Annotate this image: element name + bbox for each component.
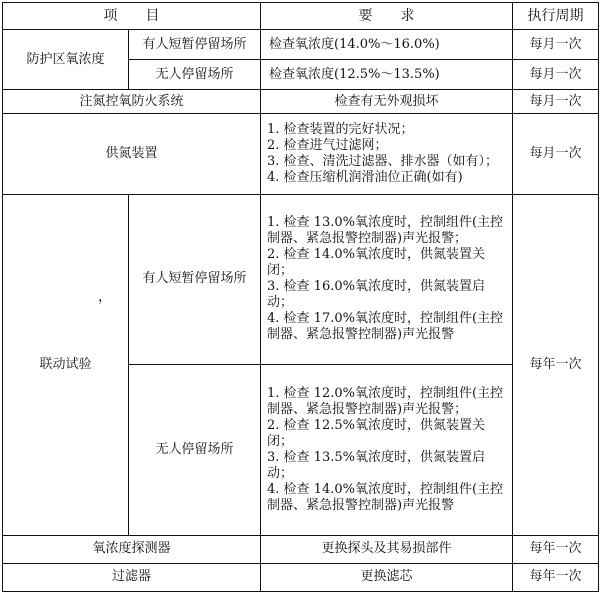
detector-cycle: 每年一次	[513, 535, 599, 563]
linkage-requirements-occupied	[261, 194, 513, 365]
header-row	[3, 3, 599, 30]
maintenance-table-wrapper	[2, 2, 598, 592]
supply-cycle: 每月一次	[513, 114, 599, 194]
list-item: 1. 检查 13.0%氧浓度时，控制组件(主控制器、紧急报警控制器)声光报警；	[267, 215, 504, 247]
zone-sub-unoccupied: 无人停留场所	[129, 60, 261, 90]
filter-name: 过滤器	[3, 563, 261, 591]
system-cycle: 每月一次	[513, 90, 599, 114]
supply-name: 供氮装置	[3, 114, 261, 194]
table-row	[3, 563, 599, 591]
table-row	[3, 194, 599, 365]
detector-name: 氧浓度探测器	[3, 535, 261, 563]
list-item: 2. 检查进气过滤网；	[267, 137, 388, 153]
linkage-name: 联动试验	[3, 194, 129, 535]
list-item: 1. 检查装置的完好状况；	[267, 121, 414, 137]
table-row	[3, 90, 599, 114]
linkage-sub-occupied: 有人短暂停留场所	[129, 194, 261, 365]
table-row	[3, 30, 599, 60]
maintenance-table	[2, 2, 599, 592]
zone-sub-occupied: 有人短暂停留场所	[129, 30, 261, 60]
list-item: 2. 检查 14.0%氧浓度时，供氮装置关闭；	[267, 247, 485, 279]
linkage-cycle: 每年一次	[513, 194, 599, 535]
zone-req-occupied: 检查氧浓度(14.0%～16.0%)	[261, 30, 513, 60]
list-item: 4. 检查压缩机润滑油位正确(如有)	[267, 169, 463, 185]
zone-cycle-occupied: 每月一次	[513, 30, 599, 60]
list-item: 3. 检查、清洗过滤器、排水器（如有）；	[267, 153, 499, 169]
header-cycle: 执行周期	[513, 3, 599, 30]
filter-req: 更换滤芯	[261, 563, 513, 591]
detector-req: 更换探头及其易损部件	[261, 535, 513, 563]
zone-req-unoccupied: 检查氧浓度(12.5%～13.5%)	[261, 60, 513, 90]
list-item: 4. 检查 14.0%氧浓度时，控制组件(主控制器、紧急报警控制器)声光报警	[267, 481, 504, 513]
header-requirement: 要 求	[261, 3, 513, 30]
zone-cycle-unoccupied: 每月一次	[513, 60, 599, 90]
list-item: 2. 检查 12.5%氧浓度时，供氮装置关闭；	[267, 417, 485, 449]
linkage-sub-unoccupied: 无人停留场所	[129, 365, 261, 536]
table-row	[3, 114, 599, 194]
list-item: 3. 检查 13.5%氧浓度时，供氮装置启动；	[267, 449, 485, 481]
supply-requirements	[261, 114, 513, 194]
table-row	[3, 535, 599, 563]
list-item: 1. 检查 12.0%氧浓度时，控制组件(主控制器、紧急报警控制器)声光报警；	[267, 385, 504, 417]
stray-mark: ，	[98, 289, 112, 305]
header-item: 项 目	[3, 3, 261, 30]
system-req: 检查有无外观损坏	[261, 90, 513, 114]
zone-name: 防护区氧浓度	[3, 30, 129, 90]
linkage-requirements-unoccupied	[261, 365, 513, 536]
filter-cycle: 每年一次	[513, 563, 599, 591]
list-item: 3. 检查 16.0%氧浓度时，供氮装置启动；	[267, 279, 485, 311]
list-item: 4. 检查 17.0%氧浓度时，控制组件(主控制器、紧急报警控制器)声光报警	[267, 311, 504, 343]
system-name: 注氮控氧防火系统	[3, 90, 261, 114]
